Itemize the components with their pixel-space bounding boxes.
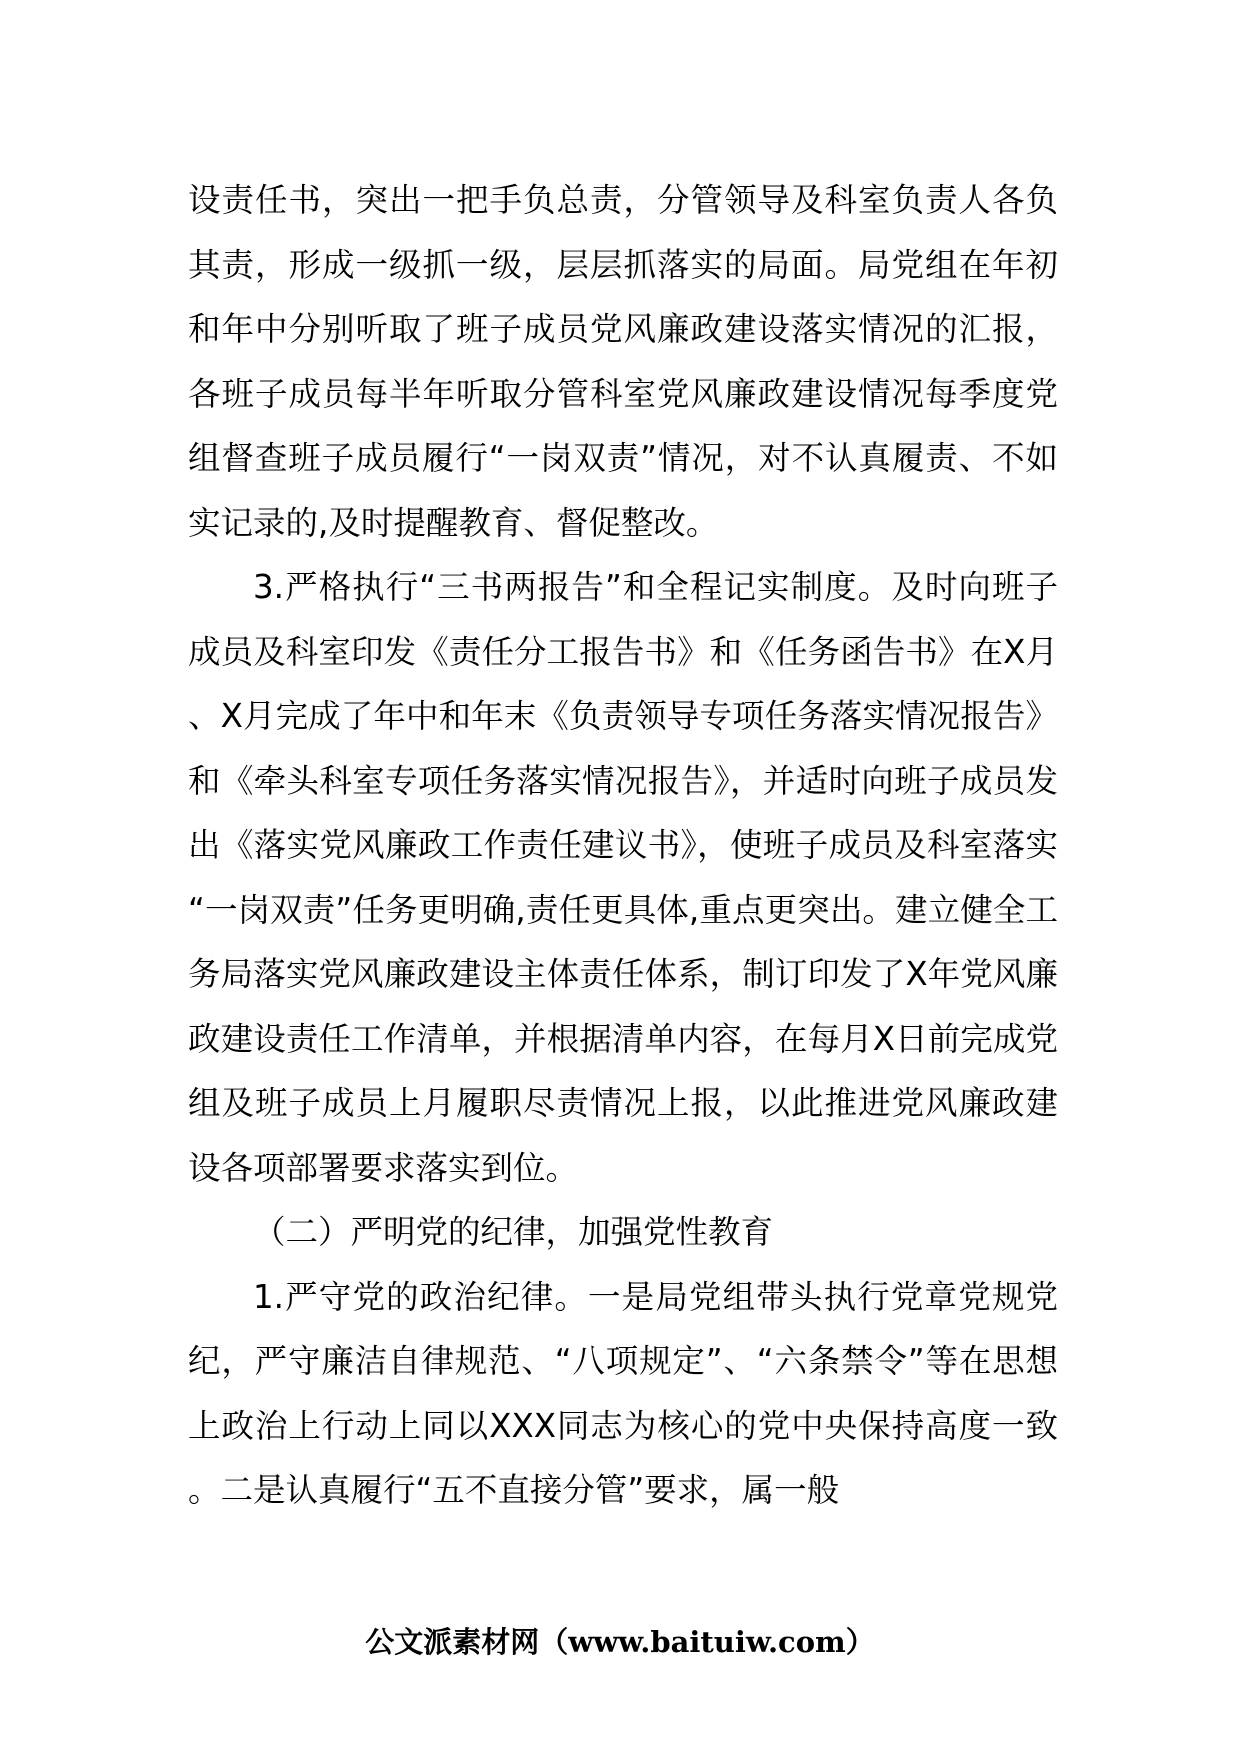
paragraph-three-books-two-reports: 3.严格执行“三书两报告”和全程记实制度。及时向班子成员及科室印发《责任分工报告书》和《任务函告书》在X月、X月完成了年中和年末《负责领导专项任务落实情况报告》和《牵头科室专项任务落实情况报告》，并适时向班子成员发出《落实党风廉政工作责任建议书》，使班子成员及科室落实“一岗双责”任务更明确,责任更具体,重点更突出。建立健全工务局落实党风廉政建设主体责任体系，制订印发了X年党风廉政建设责任工作清单，并根据清单内容，在每月X日前完成党组及班子成员上月履职尽责情况上报，以此推进党风廉政建设各项部署要求落实到位。 xyxy=(188,568,1058,1187)
document-body xyxy=(188,168,1058,1523)
footer-watermark: 公文派素材网（www.baituiw.com） xyxy=(365,1625,875,1659)
paragraph-responsibility-continuation: 设责任书，突出一把手负总责，分管领导及科室负责人各负其责，形成一级抓一级，层层抓落实的局面。局党组在年初和年中分别听取了班子成员党风廉政建设落实情况的汇报，各班子成员每半年听取分管科室党风廉政建设情况每季度党组督查班子成员履行“一岗双责”情况，对不认真履责、不如实记录的,及时提醒教育、督促整改。 xyxy=(188,181,1058,542)
paragraph-political-discipline: 1.严守党的政治纪律。一是局党组带头执行党章党规党纪，严守廉洁自律规范、“八项规定”、“六条禁令”等在思想上政治上行动上同以XXX同志为核心的党中央保持高度一致。二是认真履行“五不直接分管”要求，属一般 xyxy=(188,1277,1058,1509)
section-heading-party-discipline: （二）严明党的纪律，加强党性教育 xyxy=(253,1213,774,1251)
